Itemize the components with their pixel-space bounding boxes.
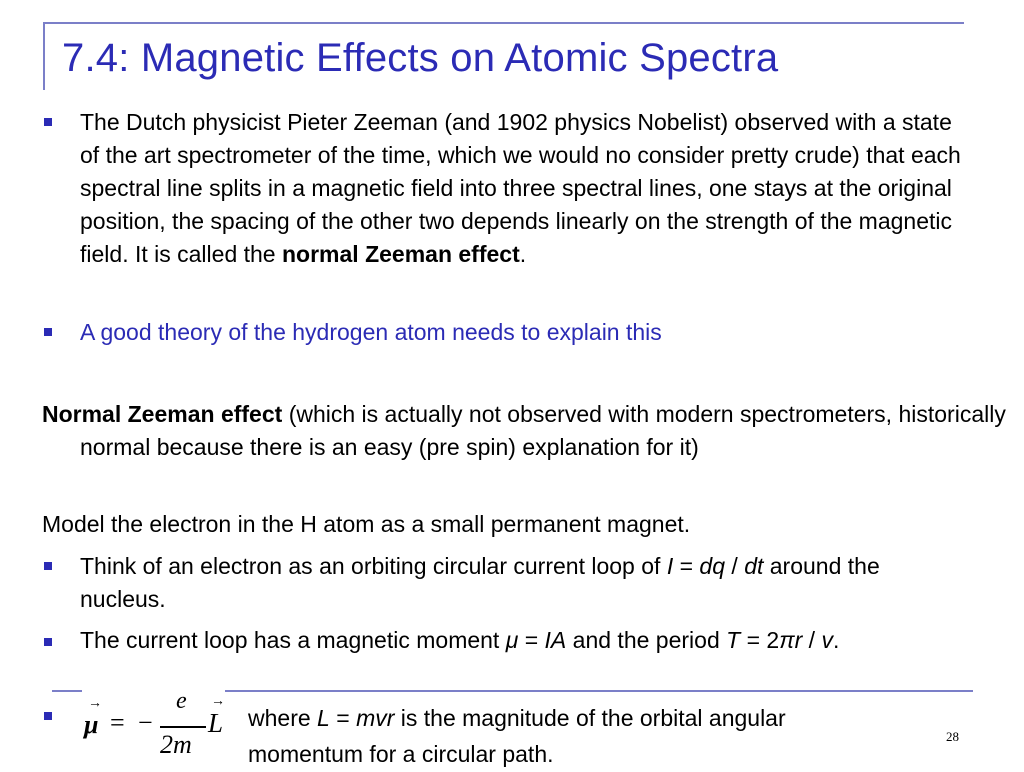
- bullet-square-icon: [44, 562, 52, 570]
- var-v: v: [821, 627, 833, 653]
- paragraph-model-electron: Model the electron in the H atom as a small permanent magnet.: [42, 511, 691, 537]
- frame-top-line: [44, 22, 964, 24]
- vector-arrow-icon: →: [88, 696, 102, 711]
- paragraph-normal-zeeman: [42, 398, 1020, 464]
- paragraph-text: (which is actually not observed with modern spectrometers, historically normal because there is an easy (pre spin) explanation for it): [80, 401, 1006, 460]
- formula-mu: μ: [84, 710, 99, 739]
- fraction-bar: [160, 726, 206, 728]
- bullet-angular-momentum: [248, 700, 848, 772]
- var-mvr: mvr: [356, 705, 395, 731]
- bullet-text: The current loop has a magnetic moment: [80, 627, 506, 653]
- var-T: T: [726, 627, 741, 653]
- bullet-text: The Dutch physicist Pieter Zeeman (and 1902 physics Nobelist) observed with a state of the art spectrometer of the time, which we would no consider pretty crude) that each spectral line splits in a magnetic field into three spectral lines, one stays at the original position, the spacing of the other two depends linearly on the strength of the magnetic field. It is called the: [80, 109, 961, 267]
- bullet-square-icon: [44, 328, 52, 336]
- formula-L: L: [208, 708, 224, 738]
- bullet-current-loop: [80, 550, 970, 616]
- formula-equals: =: [110, 708, 125, 737]
- var-L: L: [317, 705, 330, 731]
- punctuation: .: [519, 241, 527, 267]
- frame-left-line: [43, 22, 45, 90]
- divider-line-right: [225, 690, 973, 692]
- bullet-text-end: is the magnitude of the orbital angular momentum for a circular path.: [248, 705, 786, 767]
- formula-numerator: e: [176, 688, 187, 714]
- equals-two: = 2: [740, 627, 780, 653]
- page-number: 28: [946, 729, 959, 744]
- var-dq: dq: [699, 553, 726, 579]
- slide-title: 7.4: Magnetic Effects on Atomic Spectra: [62, 36, 779, 80]
- var-pi: π: [779, 627, 795, 653]
- divider-line-left: [52, 690, 82, 692]
- equals: =: [329, 705, 357, 731]
- bold-term: Normal Zeeman effect: [42, 401, 283, 427]
- var-r: r: [794, 627, 803, 653]
- bullet-square-icon: [44, 712, 52, 720]
- formula-denominator: 2m: [160, 730, 192, 759]
- bullet-magnetic-moment: [80, 624, 970, 657]
- equals: =: [673, 553, 700, 579]
- bullet-square-icon: [44, 638, 52, 646]
- vector-arrow-icon: →: [211, 694, 225, 709]
- slash: /: [725, 553, 745, 579]
- var-mu: μ: [505, 627, 519, 653]
- bullet-good-theory: A good theory of the hydrogen atom needs to explain this: [80, 319, 662, 345]
- bullet-text: Think of an electron as an orbiting circular current loop of: [80, 553, 667, 579]
- var-IA: IA: [544, 627, 567, 653]
- var-dt: dt: [744, 553, 764, 579]
- bullet-zeeman-history: [80, 106, 970, 271]
- equals: =: [518, 627, 545, 653]
- bullet-text-end: around the nucleus.: [80, 553, 880, 612]
- bullet-text-mid: and the period: [566, 627, 727, 653]
- formula-minus: −: [138, 708, 153, 737]
- magnetic-moment-formula: [84, 690, 234, 768]
- bold-term: normal Zeeman effect: [282, 241, 520, 267]
- var-I: I: [666, 553, 674, 579]
- bullet-square-icon: [44, 118, 52, 126]
- slash: /: [802, 627, 822, 653]
- bullet-text: where: [248, 705, 318, 731]
- punctuation: .: [832, 627, 840, 653]
